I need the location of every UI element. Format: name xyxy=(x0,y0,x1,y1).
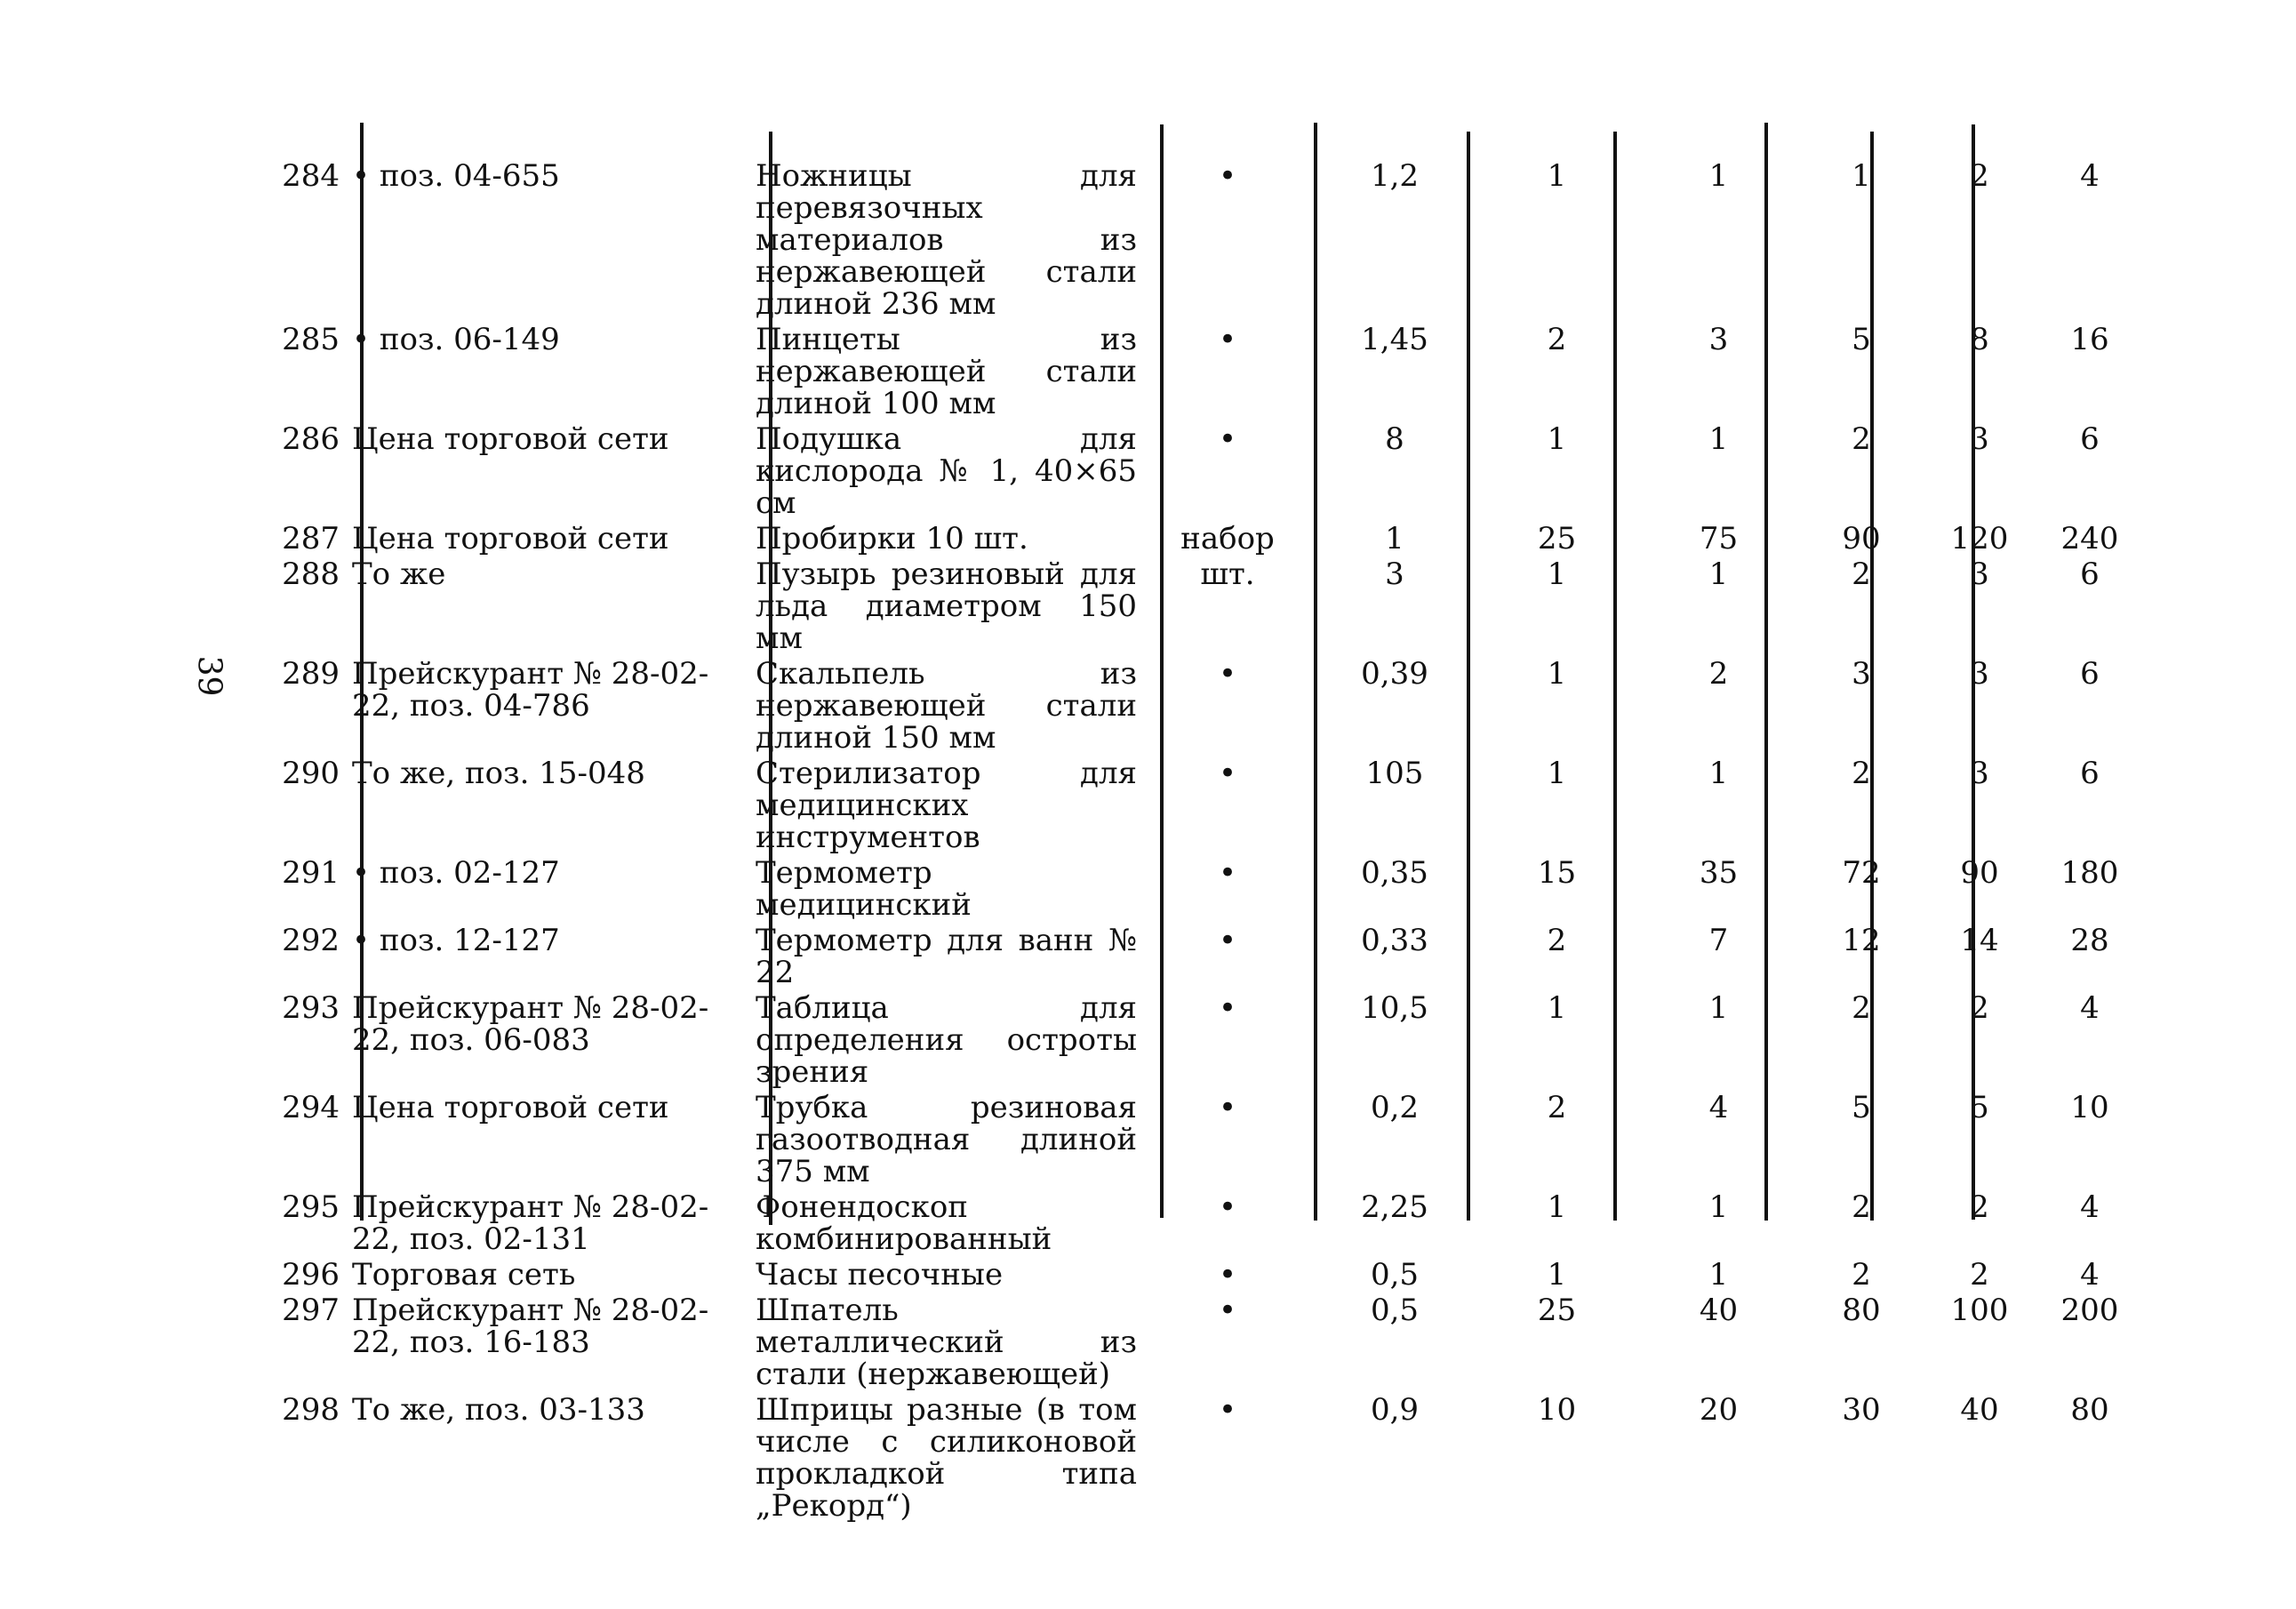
quantity-5: 6 xyxy=(2080,756,2100,791)
table-row xyxy=(262,423,2141,523)
row-number: 295 xyxy=(282,1189,340,1225)
quantity-4: 2 xyxy=(1970,158,1989,194)
item-name: Стерилизатор для медицинских инструментов xyxy=(756,756,1137,855)
quantity-3: 80 xyxy=(1842,1293,1881,1328)
price-source: Цена торговой сети xyxy=(352,521,669,556)
table-row xyxy=(262,324,2141,423)
unit: шт. xyxy=(1200,556,1255,592)
table-row xyxy=(262,857,2141,925)
unit-price: 0,9 xyxy=(1370,1392,1420,1428)
quantity-2: 3 xyxy=(1708,322,1729,357)
quantity-3: 72 xyxy=(1842,855,1881,891)
price-source: То же xyxy=(352,556,446,592)
unit-price: 0,5 xyxy=(1370,1293,1420,1328)
row-number: 289 xyxy=(282,656,340,692)
row-number: 296 xyxy=(282,1257,340,1293)
unit-price: 3 xyxy=(1385,556,1404,592)
quantity-4: 3 xyxy=(1970,756,1989,791)
quantity-3: 2 xyxy=(1852,756,1871,791)
quantity-4: 2 xyxy=(1970,1189,1989,1225)
row-number: 290 xyxy=(282,756,340,791)
quantity-4: 3 xyxy=(1970,421,1989,457)
row-number: 293 xyxy=(282,990,340,1026)
quantity-5: 16 xyxy=(2070,322,2109,357)
quantity-5: 240 xyxy=(2060,521,2119,556)
quantity-1: 1 xyxy=(1547,656,1567,692)
table-row xyxy=(262,1394,2141,1525)
quantity-5: 80 xyxy=(2070,1392,2109,1428)
unit-price: 1,2 xyxy=(1370,158,1420,194)
quantity-3: 5 xyxy=(1852,322,1871,357)
quantity-3: 5 xyxy=(1852,1090,1871,1125)
quantity-5: 4 xyxy=(2080,1257,2100,1293)
unit: • xyxy=(1218,322,1237,357)
quantity-5: 4 xyxy=(2080,158,2100,194)
price-source: • поз. 06-149 xyxy=(352,322,560,357)
unit: • xyxy=(1218,656,1237,692)
unit-price: 0,39 xyxy=(1361,656,1428,692)
quantity-2: 1 xyxy=(1708,1257,1729,1293)
quantity-2: 1 xyxy=(1708,990,1729,1026)
unit: • xyxy=(1218,1392,1237,1428)
item-name: Пузырь резиновый для льда диаметром 150 мм xyxy=(756,556,1137,656)
item-name: Термометр медицинский xyxy=(756,855,972,923)
unit: • xyxy=(1218,158,1237,194)
unit: • xyxy=(1218,1257,1237,1293)
unit: • xyxy=(1218,1090,1237,1125)
unit-price: 10,5 xyxy=(1361,990,1428,1026)
quantity-2: 75 xyxy=(1699,521,1739,556)
item-name: Пробирки 10 шт. xyxy=(756,521,1028,556)
item-name: Шприцы разные (в том числе с силиконовой прокладкой типа „Рекорд“) xyxy=(756,1392,1137,1524)
price-source: Прейскурант № 28-02-22, поз. 04-786 xyxy=(352,656,709,724)
quantity-5: 10 xyxy=(2070,1090,2109,1125)
quantity-4: 2 xyxy=(1970,990,1989,1026)
quantity-1: 10 xyxy=(1537,1392,1577,1428)
price-source: Торговая сеть xyxy=(352,1257,576,1293)
quantity-3: 30 xyxy=(1842,1392,1881,1428)
price-source: • поз. 12-127 xyxy=(352,923,560,958)
table-row xyxy=(262,160,2141,324)
table-row xyxy=(262,558,2141,658)
item-name: Шпатель металлический из стали (нержавеющей) xyxy=(756,1293,1137,1392)
item-name: Термометр для ванн № 22 xyxy=(756,923,1137,990)
quantity-3: 2 xyxy=(1852,990,1871,1026)
price-source: Цена торговой сети xyxy=(352,421,669,457)
quantity-2: 35 xyxy=(1699,855,1739,891)
table-row xyxy=(262,1092,2141,1191)
quantity-2: 40 xyxy=(1699,1293,1739,1328)
unit-price: 0,33 xyxy=(1361,923,1428,958)
quantity-5: 6 xyxy=(2080,556,2100,592)
unit-price: 1 xyxy=(1385,521,1404,556)
item-name: Пинцеты из нержавеющей стали длиной 100 мм xyxy=(756,322,1137,421)
quantity-2: 1 xyxy=(1708,556,1729,592)
quantity-3: 12 xyxy=(1842,923,1881,958)
table-row xyxy=(262,992,2141,1092)
table-row xyxy=(262,1259,2141,1294)
quantity-2: 7 xyxy=(1708,923,1729,958)
quantity-4: 90 xyxy=(1960,855,1999,891)
unit-price: 0,35 xyxy=(1361,855,1428,891)
quantity-1: 1 xyxy=(1547,556,1567,592)
quantity-1: 1 xyxy=(1547,158,1567,194)
quantity-4: 3 xyxy=(1970,556,1989,592)
table-row xyxy=(262,1191,2141,1259)
quantity-3: 2 xyxy=(1852,1189,1871,1225)
quantity-1: 1 xyxy=(1547,1257,1567,1293)
row-number: 297 xyxy=(282,1293,340,1328)
quantity-3: 2 xyxy=(1852,556,1871,592)
unit: • xyxy=(1218,855,1237,891)
unit-price: 1,45 xyxy=(1361,322,1428,357)
row-number: 292 xyxy=(282,923,340,958)
row-number: 288 xyxy=(282,556,340,592)
quantity-4: 2 xyxy=(1970,1257,1989,1293)
row-number: 298 xyxy=(282,1392,340,1428)
quantity-4: 14 xyxy=(1960,923,1999,958)
quantity-3: 90 xyxy=(1842,521,1881,556)
row-number: 286 xyxy=(282,421,340,457)
quantity-3: 2 xyxy=(1852,1257,1871,1293)
unit-price: 0,2 xyxy=(1370,1090,1420,1125)
item-name: Подушка для кислорода № 1, 40×65 см xyxy=(756,421,1137,521)
quantity-5: 4 xyxy=(2080,1189,2100,1225)
row-number: 284 xyxy=(282,158,340,194)
quantity-3: 2 xyxy=(1852,421,1871,457)
item-name: Таблица для определения остроты зрения xyxy=(756,990,1137,1090)
unit-price: 2,25 xyxy=(1361,1189,1428,1225)
price-source: То же, поз. 03-133 xyxy=(352,1392,645,1428)
quantity-1: 25 xyxy=(1537,1293,1577,1328)
table-row xyxy=(262,658,2141,757)
unit: набор xyxy=(1180,521,1275,556)
table-row xyxy=(262,925,2141,992)
quantity-2: 20 xyxy=(1699,1392,1739,1428)
quantity-2: 1 xyxy=(1708,158,1729,194)
quantity-1: 1 xyxy=(1547,990,1567,1026)
quantity-4: 5 xyxy=(1970,1090,1989,1125)
item-name: Ножницы для перевязочных материалов из нержавеющей стали длиной 236 мм xyxy=(756,158,1137,322)
item-name: Скальпель из нержавеющей стали длиной 150 мм xyxy=(756,656,1137,756)
price-source: • поз. 02-127 xyxy=(352,855,560,891)
item-name: Фонендоскоп комбинированный xyxy=(756,1189,1052,1257)
quantity-5: 4 xyxy=(2080,990,2100,1026)
quantity-1: 2 xyxy=(1547,1090,1567,1125)
table-row xyxy=(262,757,2141,857)
row-number: 285 xyxy=(282,322,340,357)
quantity-2: 1 xyxy=(1708,1189,1729,1225)
quantity-1: 1 xyxy=(1547,1189,1567,1225)
unit: • xyxy=(1218,1189,1237,1225)
quantity-2: 1 xyxy=(1708,756,1729,791)
row-number: 287 xyxy=(282,521,340,556)
quantity-4: 120 xyxy=(1950,521,2009,556)
quantity-4: 100 xyxy=(1950,1293,2009,1328)
price-source: То же, поз. 15-048 xyxy=(352,756,645,791)
quantity-5: 6 xyxy=(2080,421,2100,457)
table-row xyxy=(262,1294,2141,1394)
quantity-3: 1 xyxy=(1852,158,1871,194)
quantity-2: 2 xyxy=(1708,656,1729,692)
quantity-2: 1 xyxy=(1708,421,1729,457)
price-source: Цена торговой сети xyxy=(352,1090,669,1125)
unit: • xyxy=(1218,756,1237,791)
row-number: 294 xyxy=(282,1090,340,1125)
unit: • xyxy=(1218,990,1237,1026)
quantity-1: 1 xyxy=(1547,421,1567,457)
unit: • xyxy=(1218,1293,1237,1328)
quantity-4: 40 xyxy=(1960,1392,1999,1428)
quantity-4: 3 xyxy=(1970,656,1989,692)
unit: • xyxy=(1218,421,1237,457)
quantity-4: 8 xyxy=(1970,322,1989,357)
unit-price: 0,5 xyxy=(1370,1257,1420,1293)
quantity-1: 2 xyxy=(1547,322,1567,357)
page-number: 39 xyxy=(190,655,228,697)
price-source: Прейскурант № 28-02-22, поз. 16-183 xyxy=(352,1293,709,1360)
quantity-5: 28 xyxy=(2070,923,2109,958)
price-source: Прейскурант № 28-02-22, поз. 02-131 xyxy=(352,1189,709,1257)
price-source: Прейскурант № 28-02-22, поз. 06-083 xyxy=(352,990,709,1058)
quantity-2: 4 xyxy=(1708,1090,1729,1125)
quantity-5: 200 xyxy=(2060,1293,2119,1328)
row-number: 291 xyxy=(282,855,340,891)
unit-price: 105 xyxy=(1365,756,1424,791)
quantity-1: 2 xyxy=(1547,923,1567,958)
quantity-5: 180 xyxy=(2060,855,2119,891)
quantity-1: 25 xyxy=(1537,521,1577,556)
quantity-3: 3 xyxy=(1852,656,1871,692)
item-name: Часы песочные xyxy=(756,1257,1004,1293)
quantity-1: 15 xyxy=(1537,855,1577,891)
item-name: Трубка резиновая газоотводная длиной 375 мм xyxy=(756,1090,1137,1189)
unit-price: 8 xyxy=(1385,421,1404,457)
table-row xyxy=(262,523,2141,558)
unit: • xyxy=(1218,923,1237,958)
price-table xyxy=(262,160,2141,1525)
price-source: • поз. 04-655 xyxy=(352,158,560,194)
quantity-5: 6 xyxy=(2080,656,2100,692)
quantity-1: 1 xyxy=(1547,756,1567,791)
